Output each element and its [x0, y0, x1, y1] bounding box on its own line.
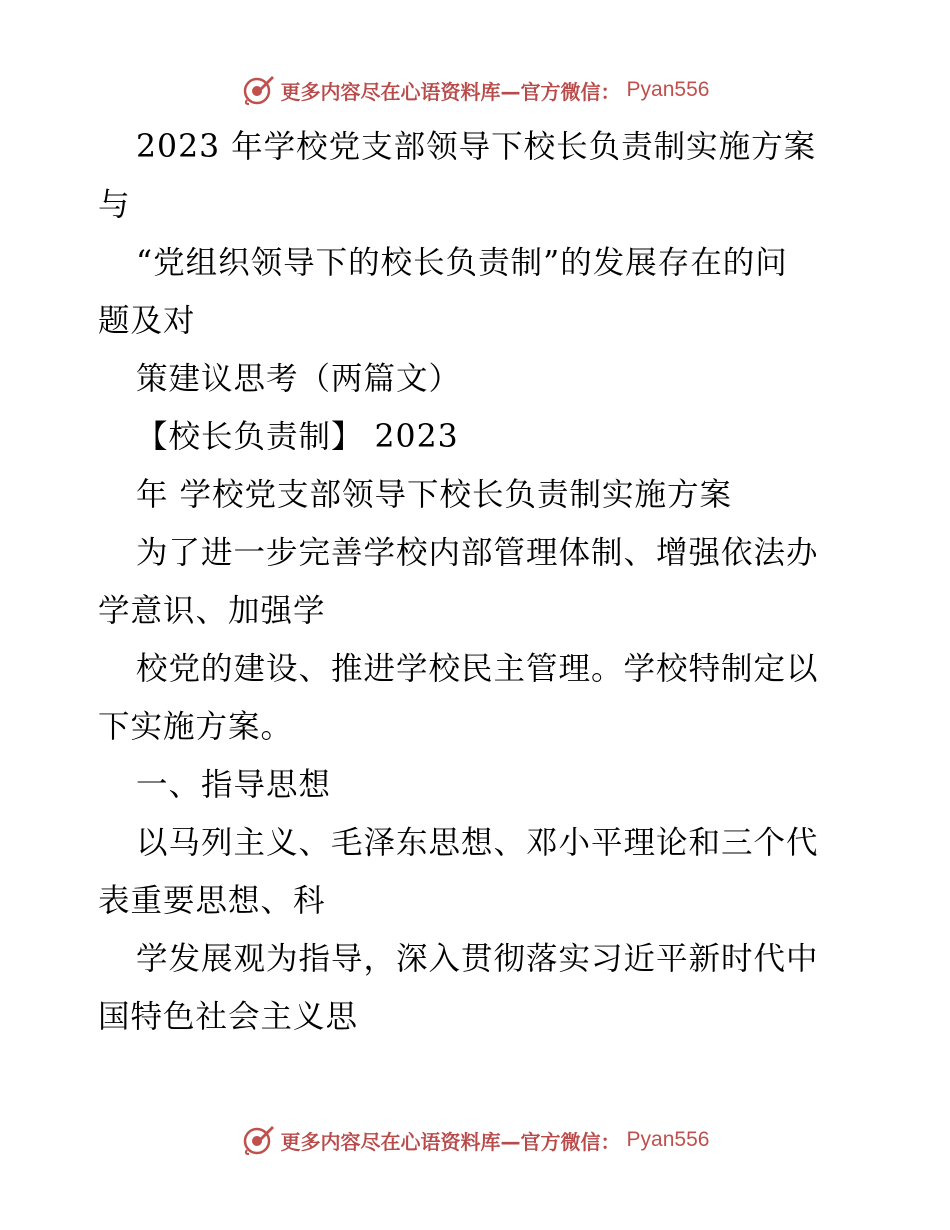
paragraph-line-4: 下实施方案。 [98, 709, 294, 745]
footer-banner [0, 1120, 950, 1160]
title-line-1: 2023 年学校党支部领导下校长负责制实施方案 [136, 129, 817, 165]
subheading-guiding-thought: 一、指导思想 [136, 767, 332, 803]
footer-banner-inner [241, 1123, 710, 1157]
footer-banner-text: 更多内容尽在心语资料库—官方微信： [280, 1129, 621, 1154]
footer-banner-wechat-id: Pyan556 [626, 1128, 710, 1151]
paragraph-line-1: 为了进一步完善学校内部管理体制、增强依法办 [136, 535, 819, 571]
paragraph-line-3: 校党的建设、推进学校民主管理。学校特制定以 [136, 651, 819, 687]
header-banner-wechat-id: Pyan556 [626, 78, 710, 101]
pen-logo-icon [241, 73, 275, 107]
header-banner [0, 70, 950, 110]
paragraph-line-2: 学意识、加强学 [98, 593, 326, 629]
title-line-5: 策建议思考（两篇文） [136, 361, 462, 397]
title-line-2: 与 [98, 187, 131, 223]
header-banner-inner [241, 73, 710, 107]
paragraph-line-6: 表重要思想、科 [98, 883, 326, 919]
paragraph-line-8: 国特色社会主义思 [98, 999, 359, 1035]
title-line-4: 题及对 [98, 303, 196, 339]
paragraph-line-7: 学发展观为指导，深入贯彻落实习近平新时代中 [136, 941, 819, 977]
paragraph-line-5: 以马列主义、毛泽东思想、邓小平理论和三个代 [136, 825, 819, 861]
document-body [98, 118, 858, 1046]
pen-logo-icon [241, 1123, 275, 1157]
section-heading-line-1: 【校长负责制】 2023 [136, 419, 459, 455]
title-line-3: “党组织领导下的校长负责制”的发展存在的问 [136, 245, 788, 281]
section-heading-line-2: 年 学校党支部领导下校长负责制实施方案 [136, 477, 733, 513]
header-banner-text: 更多内容尽在心语资料库—官方微信： [280, 79, 621, 104]
